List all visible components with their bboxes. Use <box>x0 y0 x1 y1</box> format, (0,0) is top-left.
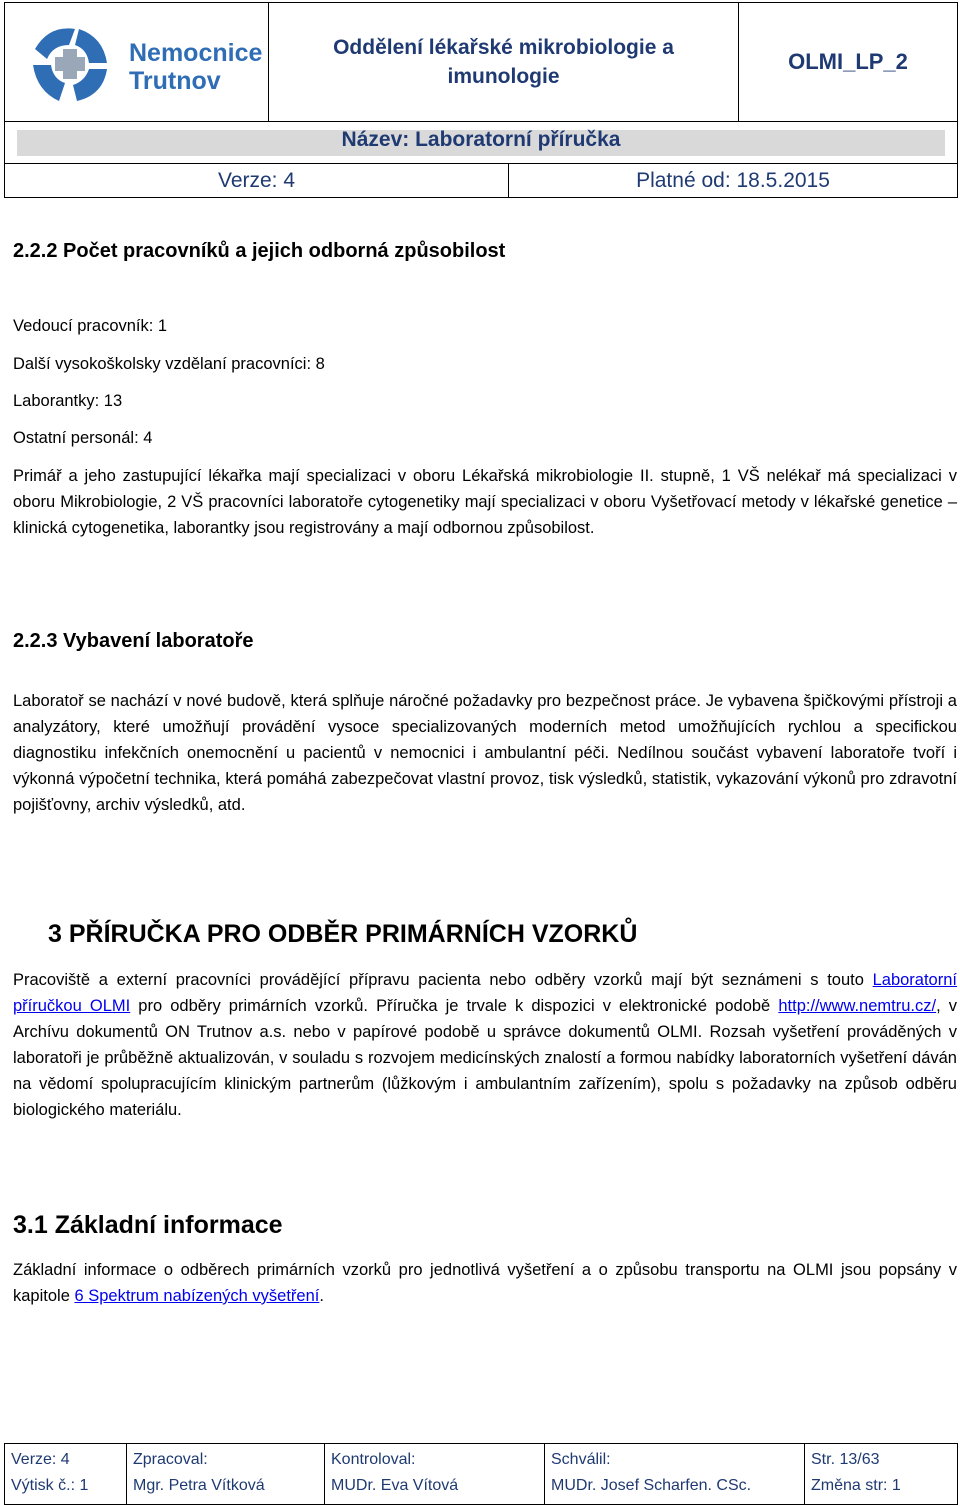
section-3-paragraph <box>13 967 957 1123</box>
document-code: OLMI_LP_2 <box>788 49 908 74</box>
footer-prepared-label: Zpracoval: <box>133 1451 208 1468</box>
document-footer <box>4 1443 958 1505</box>
footer-prepared-name: Mgr. Petra Vítková <box>133 1477 265 1494</box>
footer-approved-cell <box>545 1444 805 1504</box>
section-222-heading: 2.2.2 Počet pracovníků a jejich odborná způsobilost <box>13 240 506 262</box>
footer-version: Verze: 4 <box>11 1451 70 1468</box>
section-222-paragraph: Primář a jeho zastupující lékařka mají specializaci v oboru Lékařská mikrobiologie II. stupně, 1 VŠ nelékař má specializaci v oboru Mikrobiologie, 2 VŠ pracovníci laboratoře cytogenetiky mají specializaci v oboru Vyšetřovací metody v lékařské genetice – klinická cytogenetika, laborantky jsou registrovány a mají odbornou způsobilost. <box>13 467 957 537</box>
section-3-text-mid: pro odběry primárních vzorků. Příručka je trvale k dispozici v elektronické podobě <box>130 997 779 1015</box>
footer-page-cell <box>805 1444 957 1504</box>
link-spectrum-chapter[interactable]: 6 Spektrum nabízených vyšetření <box>74 1287 320 1305</box>
version-row <box>5 163 957 197</box>
section-31-heading: 3.1 Základní informace <box>13 1211 283 1239</box>
logo-line-1: Nemocnice <box>129 39 263 67</box>
logo-text <box>129 39 262 95</box>
document-header <box>4 2 958 198</box>
footer-print-number: Výtisk č.: 1 <box>11 1477 89 1494</box>
staff-line-head: Vedoucí pracovník: 1 <box>13 317 168 335</box>
footer-checked-name: MUDr. Eva Vítová <box>331 1477 459 1494</box>
staff-line-graduates: Další vysokoškolsky vzdělaní pracovníci: 8 <box>13 355 325 373</box>
hospital-logo <box>5 3 269 121</box>
footer-approved-label: Schválil: <box>551 1451 611 1468</box>
header-version: Verze: 4 <box>5 164 509 198</box>
footer-prepared-cell <box>127 1444 325 1504</box>
section-3-text-start: Pracoviště a externí pracovníci provádějící přípravu pacienta nebo odběry vzorků mají být seznámeni s touto <box>13 971 873 989</box>
header-valid-from: Platné od: 18.5.2015 <box>636 169 830 192</box>
staff-line-other: Ostatní personál: 4 <box>13 429 153 447</box>
department-title: Oddělení lékařské mikrobiologie a imunologie <box>269 3 739 121</box>
section-3-text-end: , v Archívu dokumentů ON Trutnov a.s. nebo v papírové podobě u správce dokumentů OLMI. Rozsah vyšetření prováděných v laboratoři je průběžně aktualizován, v souladu s rozvojem medicínských znalostí a formou nabídky laboratorních vyšetření dáván na vědomí spolupracujícím klinickým partnerům (lůžkovým i ambulantním zařízením), spolu s požadavky na způsob odběru biologického materiálu. <box>13 997 957 1119</box>
footer-change-page: Změna str: 1 <box>811 1477 901 1494</box>
section-3-heading: 3 PŘÍRUČKA PRO ODBĚR PRIMÁRNÍCH VZORKŮ <box>48 920 638 948</box>
footer-approved-name: MUDr. Josef Scharfen. CSc. <box>551 1477 752 1494</box>
logo-line-2: Trutnov <box>129 67 221 95</box>
footer-version-cell <box>5 1444 127 1504</box>
footer-checked-cell <box>325 1444 545 1504</box>
section-31-text-start: Základní informace o odběrech primárních vzorků pro jednotlivá vyšetření a o způsobu transportu na OLMI jsou popsány v kapitole <box>13 1261 957 1305</box>
link-laboratory-manual[interactable]: Laboratorní příručkou OLMI <box>13 971 957 1015</box>
section-223-heading: 2.2.3 Vybavení laboratoře <box>13 630 254 652</box>
footer-checked-label: Kontroloval: <box>331 1451 416 1468</box>
document-name: Název: Laboratorní příručka <box>341 128 621 151</box>
section-31-text-end: . <box>319 1287 324 1305</box>
logo-mark-icon <box>29 19 111 107</box>
link-nemtru-website[interactable]: http://www.nemtru.cz/ <box>778 997 937 1015</box>
section-31-paragraph <box>13 1257 957 1309</box>
section-223-paragraph: Laboratoř se nachází v nové budově, která splňuje náročné požadavky pro bezpečnost práce. Je vybavena špičkovými přístroji a analyzátory, které umožňují provádění vysoce specializovaných moderních metod umožňujících rychlou a specifickou diagnostiku infekčních onemocnění u pacientů v nemocnici i ambulantní péči. Nedílnou součást vybavení laboratoře tvoří i výkonná výpočetní technika, která pomáhá zabezpečovat vlastní provoz, tisk výsledků, statistik, vykazování výkonů pro zdravotní pojišťovny, archiv výsledků, atd. <box>13 692 957 814</box>
document-name-row <box>5 121 957 163</box>
footer-page: Str. 13/63 <box>811 1451 880 1468</box>
staff-line-lab-techs: Laborantky: 13 <box>13 392 123 410</box>
